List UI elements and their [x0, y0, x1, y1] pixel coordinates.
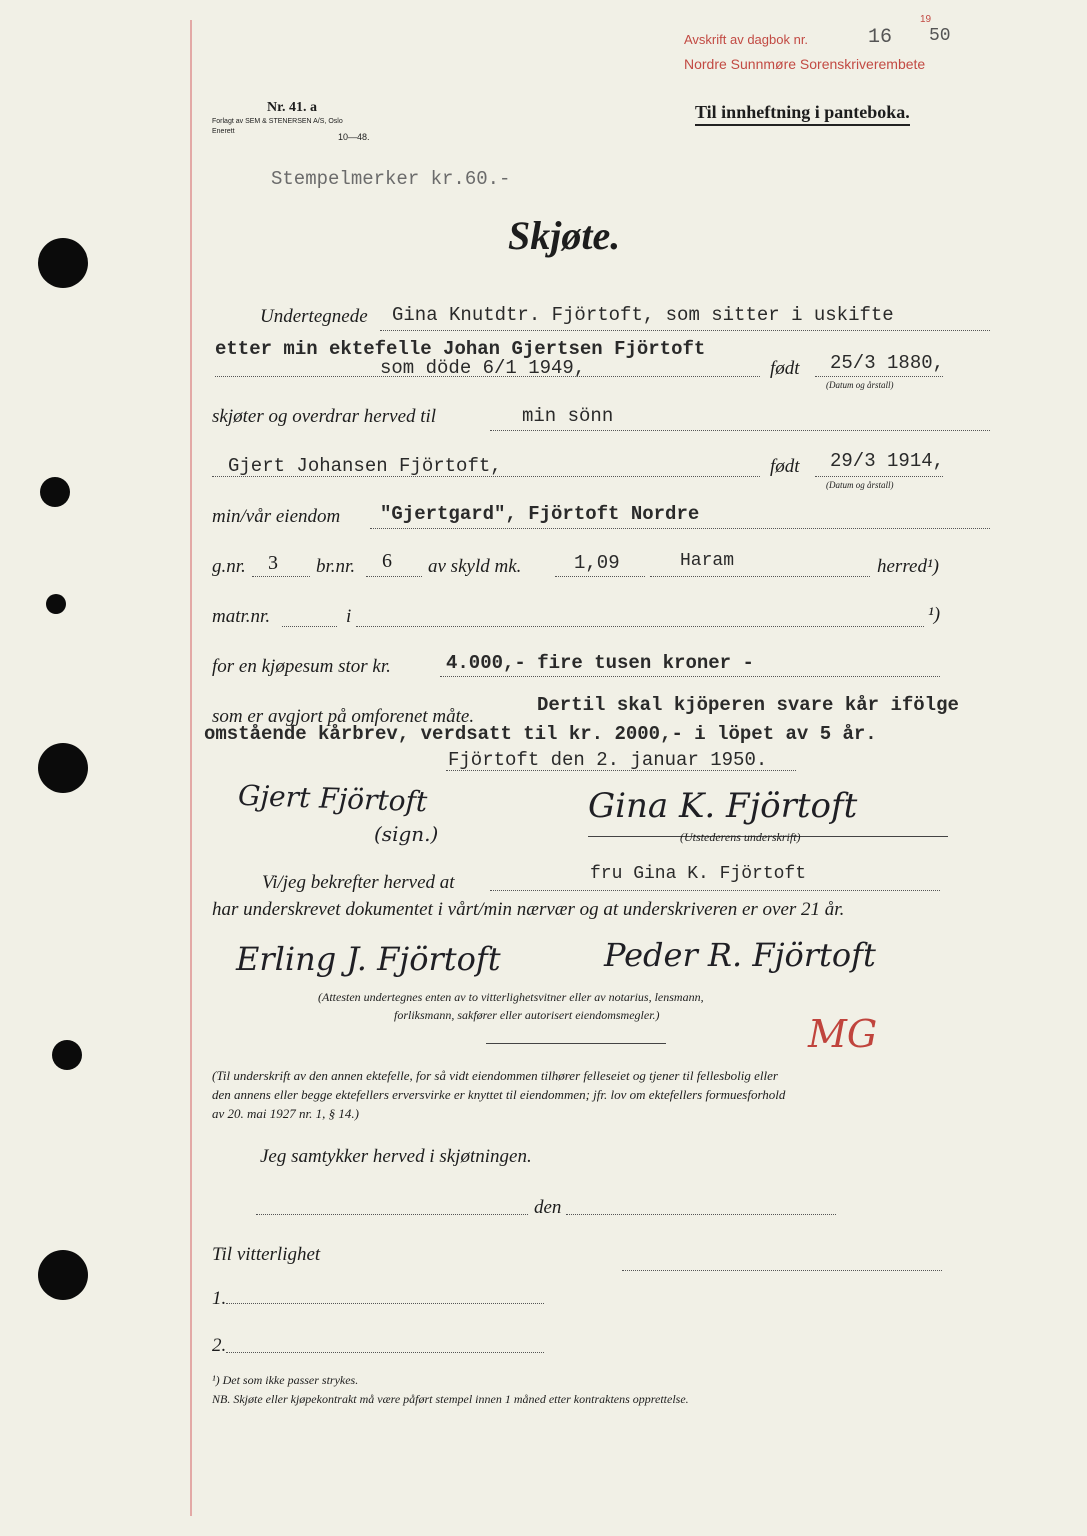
vitterlighet-label: Til vitterlighet: [212, 1244, 321, 1265]
dotted-line: [490, 430, 990, 431]
dotted-line: [282, 626, 337, 627]
grantor-birth: 25/3 1880,: [830, 352, 945, 374]
gnr: 3: [268, 552, 278, 574]
spouse-note-3: av 20. mai 1927 nr. 1, § 14.): [212, 1106, 359, 1121]
undertegnede-label: Undertegnede: [260, 306, 368, 327]
dotted-line: [566, 1214, 836, 1215]
dotted-line: [490, 890, 940, 891]
dotted-line: [815, 376, 943, 377]
avgjort-label: som er avgjort på omforenet måte.: [212, 706, 475, 727]
recipient-relation: min sönn: [522, 405, 614, 427]
publisher: Forlagt av SEM & STENERSEN A/S, Oslo: [212, 118, 343, 125]
punch-hole: [38, 743, 88, 793]
issuer-typed: fru Gina K. Fjörtoft: [590, 864, 807, 884]
place-date: Fjörtoft den 2. januar 1950.: [448, 749, 768, 771]
fodt-label: født: [770, 358, 800, 379]
dotted-line: [215, 376, 760, 377]
dotted-line: [256, 1214, 528, 1215]
witness-top-signature: Gjert Fjörtoft: [237, 778, 428, 819]
document-title: Skjøte.: [508, 213, 621, 258]
grantor-line-2: etter min ektefelle Johan Gjertsen Fjörtoft: [215, 338, 706, 360]
dotted-line: [370, 528, 990, 529]
stamp-year-super: 19: [920, 14, 932, 25]
gnr-label: g.nr.: [212, 556, 246, 577]
stamp-office: Nordre Sunnmøre Sorenskriverembete: [684, 56, 926, 72]
underskrevet-text: har underskrevet dokumentet i vårt/min nærvær og at underskriveren er over 21 år.: [212, 899, 845, 920]
datum-label: (Datum og årstall): [826, 380, 894, 390]
kjopesum-label: for en kjøpesum stor kr.: [212, 656, 391, 677]
recipient-birth: 29/3 1914,: [830, 450, 945, 472]
eiendom-label: min/vår eiendom: [212, 506, 341, 527]
dotted-line: [815, 476, 943, 477]
skyld-label: av skyld mk.: [428, 556, 522, 577]
spouse-note-1: (Til underskrift av den annen ektefelle, for så vidt eiendommen tilhører felleseiet og tjener til fellesbolig eller: [212, 1068, 778, 1083]
dotted-line: [252, 576, 310, 577]
dotted-line: [622, 1270, 942, 1271]
witness-number-2: 2.: [212, 1335, 227, 1356]
dotted-line: [356, 626, 924, 627]
dotted-line: [380, 330, 990, 331]
fodt-label-2: født: [770, 456, 800, 477]
grantor-line-3: som döde 6/1 1949,: [380, 357, 586, 379]
stamp-number: 16: [868, 26, 893, 49]
witness-1-signature: Erling J. Fjörtoft: [236, 940, 501, 978]
skyld: 1,09: [574, 552, 620, 574]
dotted-line: [366, 576, 422, 577]
grantor-line-1: Gina Knutdtr. Fjörtoft, som sitter i uskifte: [392, 304, 894, 326]
issuer-label: (Utstederens underskrift): [680, 830, 801, 844]
witness-2-signature: Peder R. Fjörtoft: [604, 936, 876, 974]
stamp-prefix: Avskrift av dagbok nr.: [684, 32, 809, 47]
punch-hole: [52, 1040, 82, 1070]
consent-text: Jeg samtykker herved i skjøtningen.: [260, 1146, 532, 1167]
edition: 10—48.: [338, 132, 370, 142]
binding-note: Til innheftning i panteboka.: [695, 102, 910, 126]
matrnr-label: matr.nr.: [212, 606, 271, 627]
attest-note-2: forliksmann, sakfører eller autorisert eiendomsmegler.): [394, 1008, 660, 1022]
punch-hole: [38, 238, 88, 288]
margin-line: [190, 20, 192, 1516]
property-name: "Gjertgard", Fjörtoft Nordre: [380, 503, 700, 525]
punch-hole: [40, 477, 70, 507]
i-label: i: [346, 606, 352, 627]
stamp-year: 50: [929, 26, 951, 46]
witness-number-1: 1.: [212, 1288, 227, 1309]
dotted-line: [440, 676, 940, 677]
recipient-name: Gjert Johansen Fjörtoft,: [228, 455, 502, 477]
separator: [486, 1043, 666, 1044]
punch-hole: [46, 594, 66, 614]
datum-label-2: (Datum og årstall): [826, 480, 894, 490]
herred: Haram: [680, 551, 735, 571]
dotted-line: [555, 576, 645, 577]
condition-line-2: omstående kårbrev, verdsatt til kr. 2000,- i löpet av 5 år.: [204, 723, 877, 745]
dotted-line: [650, 576, 870, 577]
dotted-line: [226, 1303, 544, 1304]
initials: MG: [808, 1012, 878, 1056]
footnote-2: NB. Skjøte eller kjøpekontrakt må være påført stempel innen 1 måned etter kontraktens opprettelse.: [212, 1392, 689, 1406]
witness-top-note: (sign.): [374, 822, 439, 846]
brnr: 6: [382, 550, 392, 572]
registry-stamp: [684, 14, 1024, 78]
skjoter-label: skjøter og overdrar herved til: [212, 406, 437, 427]
stempelmerker: Stempelmerker kr.60.-: [271, 168, 511, 190]
condition-line-1: Dertil skal kjöperen svare kår ifölge: [537, 694, 959, 716]
footnote-mark: ¹): [928, 604, 941, 625]
dotted-line: [212, 476, 760, 477]
herred-label: herred¹): [877, 556, 939, 577]
enerett: Enerett: [212, 128, 235, 135]
punch-hole: [38, 1250, 88, 1300]
footnote-1: ¹) Det som ikke passer strykes.: [212, 1373, 359, 1387]
dotted-line: [226, 1352, 544, 1353]
issuer-signature: Gina K. Fjörtoft: [588, 786, 858, 826]
kjopesum: 4.000,- fire tusen kroner -: [446, 652, 754, 674]
bekrefter-label: Vi/jeg bekrefter herved at: [262, 872, 455, 893]
spouse-note-2: den annens eller begge ektefellers erversvirke er knyttet til eiendommen; jfr. lov om ektefellers formuesforhold: [212, 1087, 786, 1102]
dotted-line: [446, 770, 796, 771]
attest-note-1: (Attesten undertegnes enten av to vitterlighetsvitner eller av notarius, lensmann,: [318, 990, 704, 1004]
brnr-label: br.nr.: [316, 556, 356, 577]
form-number: Nr. 41. a: [267, 100, 318, 115]
den-label: den: [534, 1197, 562, 1218]
